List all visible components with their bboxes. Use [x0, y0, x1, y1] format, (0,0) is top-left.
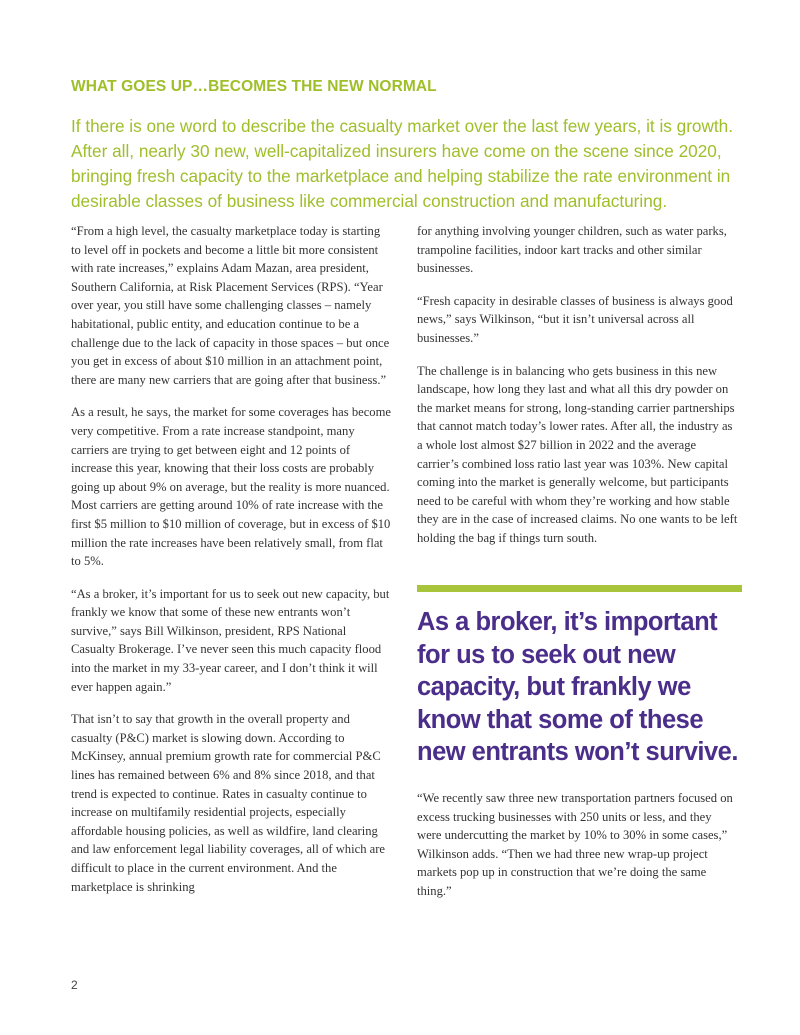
section-heading: WHAT GOES UP…BECOMES THE NEW NORMAL: [71, 78, 437, 95]
body-paragraph: “We recently saw three new transportation partners focused on excess trucking businesses with 250 units or less, and they were undercutting the market by 10% to 30% in some cases,” Wilkinson adds. “Then we had three new wrap-up project markets pop up in construction that we’re doing the same thing.”: [417, 791, 733, 898]
right-column-bottom: [417, 789, 739, 901]
body-paragraph: for anything involving younger children, such as water parks, trampoline facilities, indoor kart tracks and other similar businesses.: [417, 224, 727, 276]
body-paragraph: That isn’t to say that growth in the overall property and casualty (P&C) market is slowing down. According to McKinsey, annual premium growth rate for commercial P&C lines has remained between 6% and 8% since 2018, and that trend is expected to continue. Rates in casualty continue to increase on multifamily residential projects, especially affordable housing policies, as well as wildfire, land clearing and law enforcement legal liability coverages, all of which are difficult to place in the current environment. And the marketplace is shrinking: [71, 712, 386, 894]
pull-quote-divider: [417, 585, 742, 592]
pull-quote: As a broker, it’s important for us to seek out new capacity, but frankly we know that some of these new entrants won’t survive.: [417, 608, 738, 766]
body-paragraph: “Fresh capacity in desirable classes of business is always good news,” says Wilkinson, “but it isn’t universal across all businesses.”: [417, 293, 733, 345]
body-paragraph: As a result, he says, the market for some coverages has become very competitive. From a rate increase standpoint, many carriers are trying to get between eight and 12 points of increase this year, knowing that their loss costs are probably going up about 9% on average, but the reality is more nuanced. Most carriers are getting around 10% of rate increase with the first $5 million to $10 million of coverage, but in excess of $10 million the rate increases have been relatively small, from flat to 5%.: [71, 405, 391, 569]
lede-paragraph: If there is one word to describe the casualty market over the last few years, it is growth. After all, nearly 30 new, well-capitalized insurers have come on the scene since 2020, bringing fresh capacity to the marketplace and helping stabilize the rate environment in desirable classes of business like commercial construction and manufacturing.: [71, 116, 734, 211]
left-column: [71, 222, 393, 910]
body-paragraph: “As a broker, it’s important for us to seek out new capacity, but frankly we know that some of these new entrants won’t survive,” says Bill Wilkinson, president, RPS National Casualty Brokerage. I’ve never seen this much capacity flood into the market in my 33-year career, and I don’t think it will ever happen again.”: [71, 586, 390, 694]
right-column: [417, 222, 739, 562]
body-paragraph: The challenge is in balancing who gets business in this new landscape, how long they last and what all this dry powder on the market means for strong, long-standing carrier partnerships that cannot match today’s lower rates. After all, the industry as a whole lost almost $27 billion in 2022 and the average carrier’s combined loss ratio last year was 103%. New capital coming into the market is generally welcome, but participants need to be careful with whom they’re working and how stable they are in the case of increased claims. No one wants to be left holding the bag if things turn south.: [417, 363, 738, 545]
body-paragraph: “From a high level, the casualty marketplace today is starting to level off in pockets and become a little bit more consistent with rate increases,” explains Adam Mazan, area president, Southern California, at Risk Placement Services (RPS). “Year over year, you still have some challenging classes – namely habitational, public entity, and education continue to be a challenge due to the lack of capacity in those spaces – but once you get in excess of about $10 million in an attachment point, there are many new carriers that are going after that business.”: [71, 224, 390, 387]
page-number: 2: [71, 978, 78, 992]
